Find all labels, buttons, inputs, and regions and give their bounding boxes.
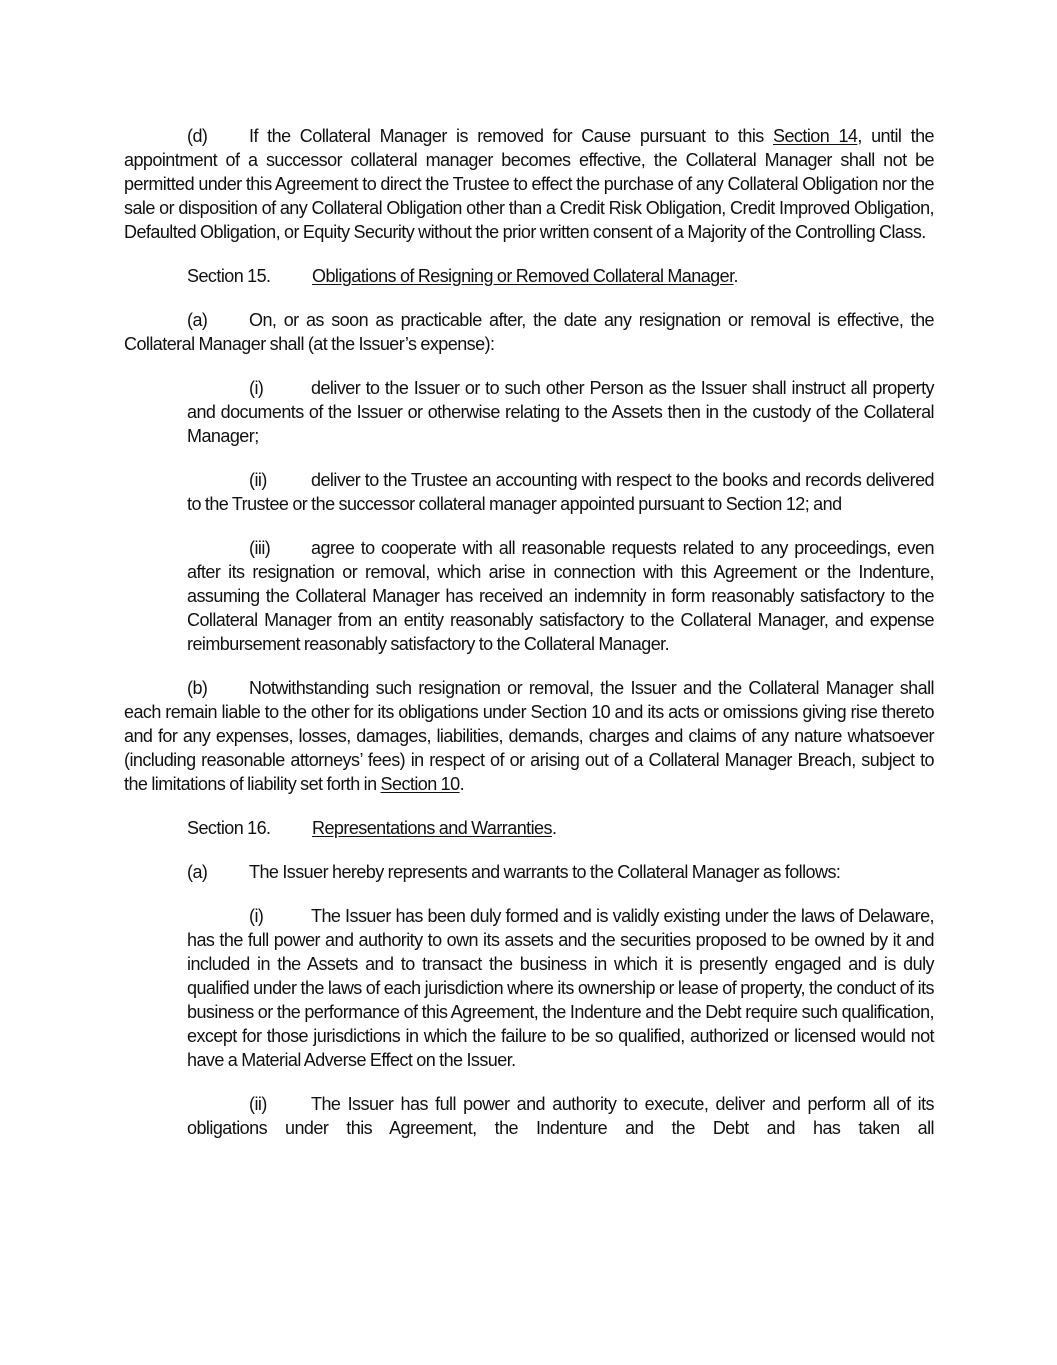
item-text: deliver to the Trustee an accounting with respect to the books and records delivered to the Trustee or the successor collateral manager appointed pursuant to Section 12; and [187, 470, 934, 514]
section-title: Representations and Warranties [312, 818, 552, 838]
item-text: The Issuer has been duly formed and is validly existing under the laws of Delaware, has the full power and authority to own its assets and the securities proposed to be owned by it and included in the Assets and to transact the business in which it is presently engaged and is duly qualified under the laws of each jurisdiction where its ownership or lease of property, the conduct of its business or the performance of this Agreement, the Indenture and the Debt require such qualification, except for those jurisdictions in which the failure to be so qualified, authorized or licensed would not have a Material Adverse Effect on the Issuer. [187, 906, 934, 1070]
section-title: Obligations of Resigning or Removed Collateral Manager [312, 266, 734, 286]
paragraph-text: Notwithstanding such resignation or removal, the Issuer and the Collateral Manager shall each remain liable to the other for its obligations under Section 10 and its acts or omissions giving rise thereto and for any expenses, losses, damages, liabilities, demands, charges and claims of any nature whatsoever (including reasonable attorneys’ fees) in respect of or arising out of a Collateral Manager Breach, subject to the limitations of liability set forth in [124, 678, 934, 794]
paragraph-label: (a) [187, 862, 208, 882]
item-text: agree to cooperate with all reasonable requests related to any proceedings, even after its resignation or removal, which arise in connection with this Agreement or the Indenture, assuming the Collateral Manager has received an indemnity in form reasonably satisfactory to the Collateral Manager from an entity reasonably satisfactory to the Collateral Manager, and expense reimbursement reasonably satisfactory to the Collateral Manager. [187, 538, 934, 654]
section-15-paragraph-a [124, 308, 934, 356]
section-number: Section 15. [187, 266, 271, 286]
section-14-reference-link[interactable]: Section 14 [773, 126, 858, 146]
section-title-period: . [551, 818, 557, 838]
item-label: (i) [249, 378, 264, 398]
section-16-heading [187, 816, 934, 840]
paragraph-label: (a) [187, 310, 208, 330]
section-15-item-i [187, 376, 934, 448]
item-label: (iii) [249, 538, 271, 558]
item-label: (ii) [249, 470, 267, 490]
section-16-paragraph-a [187, 860, 934, 884]
paragraph-text: , until the appointment of a successor collateral manager becomes effective, the Collateral Manager shall not be permitted under this Agreement to direct the Trustee to effect the purchase of any Collateral Obligation nor the sale or disposition of any Collateral Obligation other than a Credit Risk Obligation, Credit Improved Obligation, Defaulted Obligation, or Equity Security without the prior written consent of a Majority of the Controlling Class. [124, 126, 934, 242]
section-title-period: . [733, 266, 738, 286]
paragraph-text: The Issuer hereby represents and warrants to the Collateral Manager as follows: [249, 862, 841, 882]
item-text: The Issuer has full power and authority to execute, deliver and perform all of its obligations under this Agreement, the Indenture and the Debt and has taken all [187, 1094, 934, 1138]
section-number: Section 16. [187, 818, 271, 838]
section-15-heading [187, 264, 934, 288]
section-10-reference-link[interactable]: Section 10 [380, 774, 460, 794]
section-15-item-iii [187, 536, 934, 656]
document-page [124, 124, 934, 1160]
item-label: (ii) [249, 1094, 267, 1114]
paragraph-d [124, 124, 934, 244]
item-label: (i) [249, 906, 264, 926]
section-15-paragraph-b [124, 676, 934, 796]
paragraph-text: On, or as soon as practicable after, the date any resignation or removal is effective, the Collateral Manager shall (at the Issuer’s expense): [124, 310, 934, 354]
paragraph-text: . [459, 774, 465, 794]
paragraph-label: (d) [187, 126, 208, 146]
paragraph-text: If the Collateral Manager is removed for Cause pursuant to this [249, 126, 773, 146]
section-16-item-ii [187, 1092, 934, 1140]
item-text: deliver to the Issuer or to such other Person as the Issuer shall instruct all property and documents of the Issuer or otherwise relating to the Assets then in the custody of the Collateral Manager; [187, 378, 934, 446]
paragraph-label: (b) [187, 678, 208, 698]
section-15-item-ii [187, 468, 934, 516]
section-16-item-i [187, 904, 934, 1072]
